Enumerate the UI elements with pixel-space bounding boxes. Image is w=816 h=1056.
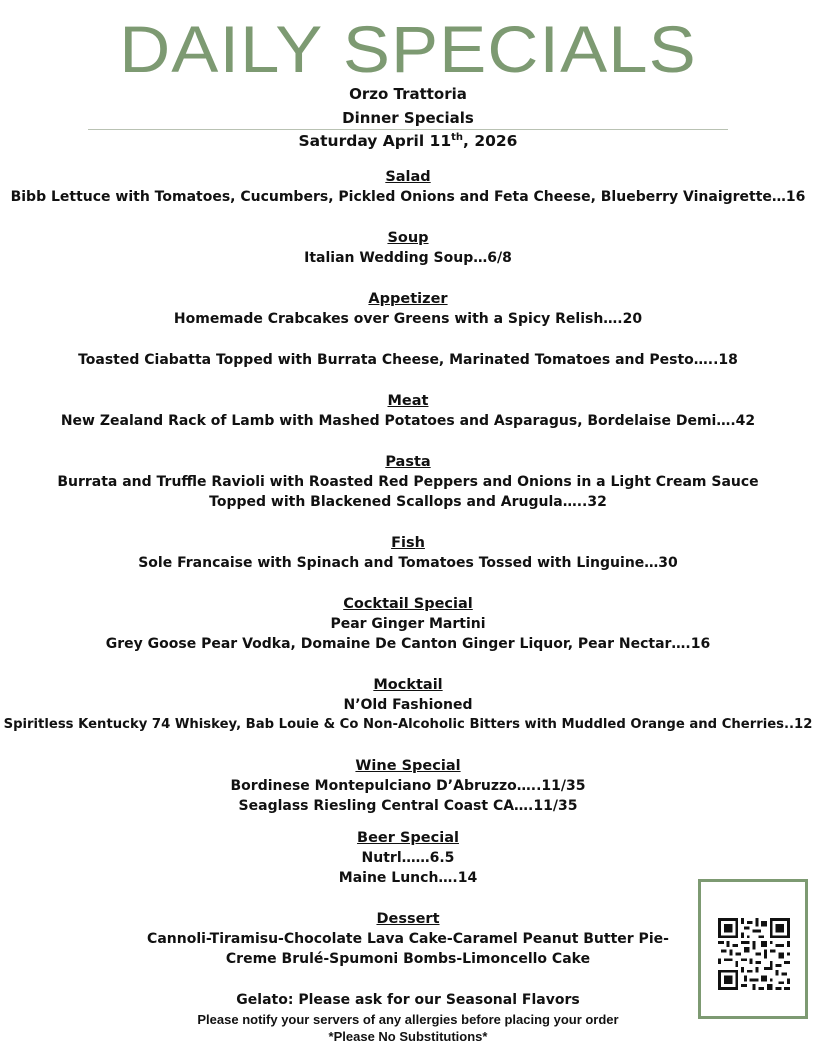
section-title: Dessert — [376, 911, 440, 927]
section-title: Beer Special — [357, 830, 459, 846]
section-title: Pasta — [385, 454, 431, 470]
section-beer — [0, 828, 816, 888]
menu-item: Toasted Ciabatta Topped with Burrata Cheese, Marinated Tomatoes and Pesto…..18 — [78, 352, 738, 368]
date-ordinal: th — [451, 131, 464, 143]
date-year: , 2026 — [463, 132, 518, 150]
menu-item: New Zealand Rack of Lamb with Mashed Potatoes and Asparagus, Bordelaise Demi….42 — [60, 413, 756, 429]
section-mocktail — [0, 675, 816, 735]
menu-item: Seaglass Riesling Central Coast CA….11/35 — [238, 798, 578, 814]
menu-item: N’Old Fashioned — [343, 697, 473, 713]
menu-item: Pear Ginger Martini — [330, 616, 486, 632]
section-title: Soup — [387, 230, 429, 246]
section-appetizer — [0, 289, 816, 370]
section-soup — [0, 228, 816, 268]
menu-item: Maine Lunch….14 — [338, 870, 478, 886]
date-text: Saturday April 11 — [298, 132, 452, 150]
menu-date — [0, 131, 816, 151]
menu-item: Bibb Lettuce with Tomatoes, Cucumbers, Pickled Onions and Feta Cheese, Blueberry Vinaigrette…16 — [10, 189, 806, 205]
section-title: Wine Special — [355, 758, 461, 774]
menu-item: Nutrl……6.5 — [361, 850, 455, 866]
menu-item: Creme Brulé-Spumoni Bombs-Limoncello Cake — [225, 951, 591, 967]
section-title: Cocktail Special — [343, 596, 473, 612]
menu-item: Italian Wedding Soup…6/8 — [304, 250, 512, 266]
section-dessert — [0, 909, 816, 969]
section-salad — [0, 167, 816, 207]
section-title: Appetizer — [368, 291, 448, 307]
menu-item: Burrata and Truffle Ravioli with Roasted Red Peppers and Onions in a Light Cream Sauce — [57, 474, 759, 490]
menu-subtitle: Dinner Specials — [342, 109, 474, 127]
menu-item: Homemade Crabcakes over Greens with a Spicy Relish….20 — [173, 311, 643, 327]
menu-sections — [0, 167, 816, 969]
gelato-note: Gelato: Please ask for our Seasonal Flavors — [236, 992, 580, 1008]
section-wine — [0, 756, 816, 816]
section-title: Mocktail — [373, 677, 443, 693]
allergy-note: Please notify your servers of any allergies before placing your order — [197, 1012, 619, 1027]
menu-item: Sole Francaise with Spinach and Tomatoes Tossed with Linguine…30 — [138, 555, 678, 571]
section-cocktail — [0, 594, 816, 654]
section-title: Fish — [391, 535, 425, 551]
header-divider — [88, 129, 728, 130]
no-substitutions-note: *Please No Substitutions* — [328, 1029, 488, 1044]
section-fish — [0, 533, 816, 573]
section-pasta — [0, 452, 816, 512]
qr-code-frame — [698, 879, 808, 1019]
section-title: Salad — [385, 169, 431, 185]
menu-item: Bordinese Montepulciano D’Abruzzo…..11/35 — [230, 778, 586, 794]
menu-item: Topped with Blackened Scallops and Arugula…..32 — [209, 494, 607, 510]
qr-code-icon[interactable] — [718, 918, 790, 990]
menu-item: Cannoli-Tiramisu-Chocolate Lava Cake-Caramel Peanut Butter Pie- — [147, 931, 669, 947]
section-meat — [0, 391, 816, 431]
daily-specials-banner: DAILY SPECIALS — [119, 12, 697, 86]
section-title: Meat — [387, 393, 429, 409]
restaurant-name: Orzo Trattoria — [349, 85, 467, 103]
menu-item: Spiritless Kentucky 74 Whiskey, Bab Louie & Co Non-Alcoholic Bitters with Muddled Orange and Cherries..12 — [3, 717, 813, 732]
menu-item: Grey Goose Pear Vodka, Domaine De Canton Ginger Liquor, Pear Nectar….16 — [105, 636, 711, 652]
